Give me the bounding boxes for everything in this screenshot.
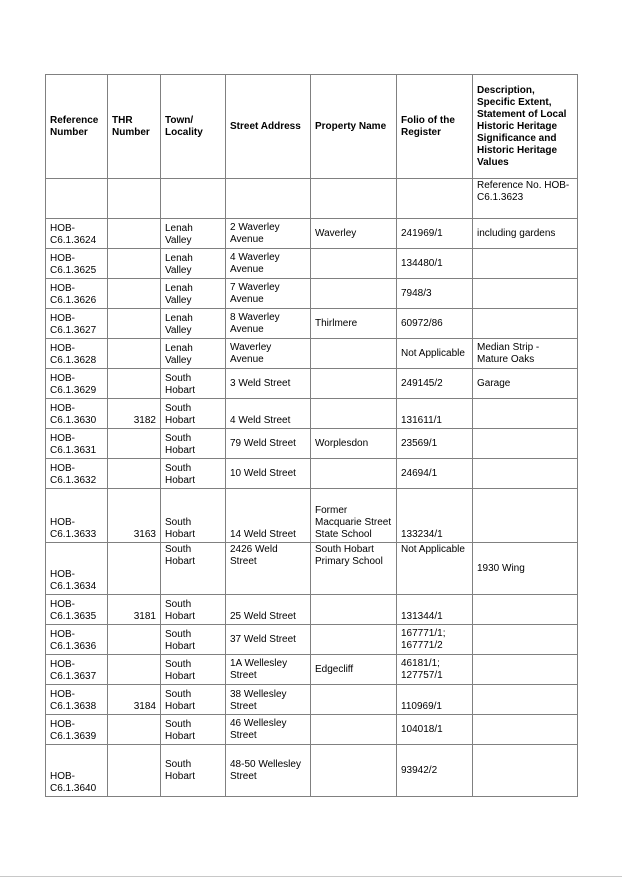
cell-street-address: 25 Weld Street — [226, 595, 311, 625]
cell-description — [473, 249, 578, 279]
cell-thr-number: 3163 — [108, 489, 161, 543]
cell-town-locality: South Hobart — [161, 745, 226, 797]
table-row — [46, 429, 578, 459]
cell-description — [473, 745, 578, 797]
cell-street-address: 38 Wellesley Street — [226, 685, 311, 715]
table-row — [46, 625, 578, 655]
cell-thr-number — [108, 279, 161, 309]
table-row — [46, 339, 578, 369]
table-row — [46, 249, 578, 279]
cell-street-address: 14 Weld Street — [226, 489, 311, 543]
table-row — [46, 459, 578, 489]
cell-reference-number: HOB-C6.1.3633 — [46, 489, 108, 543]
cell-property-name — [311, 745, 397, 797]
cell-property-name — [311, 279, 397, 309]
cell-thr-number: 3182 — [108, 399, 161, 429]
cell-town-locality: South Hobart — [161, 655, 226, 685]
cell-property-name — [311, 339, 397, 369]
cell-street-address: 8 Waverley Avenue — [226, 309, 311, 339]
cell-property-name: Waverley — [311, 219, 397, 249]
cell-reference-number: HOB-C6.1.3636 — [46, 625, 108, 655]
table-row — [46, 309, 578, 339]
cell-street-address: 3 Weld Street — [226, 369, 311, 399]
cell-thr-number — [108, 309, 161, 339]
table-row — [46, 219, 578, 249]
cell-thr-number — [108, 219, 161, 249]
cell-folio: 60972/86 — [397, 309, 473, 339]
cell-town-locality: Lenah Valley — [161, 219, 226, 249]
cell-thr-number — [108, 429, 161, 459]
header-folio: Folio of the Register — [397, 75, 473, 179]
cell-town-locality: South Hobart — [161, 369, 226, 399]
cell-description: Median Strip - Mature Oaks — [473, 339, 578, 369]
cell-property-name: South Hobart Primary School — [311, 543, 397, 595]
cell-town-locality: South Hobart — [161, 543, 226, 595]
cell-town-locality: Lenah Valley — [161, 249, 226, 279]
cell-property-name — [311, 369, 397, 399]
cell-street-address: 37 Weld Street — [226, 625, 311, 655]
header-thr-number: THR Number — [108, 75, 161, 179]
cell-property-name — [311, 249, 397, 279]
header-reference-number: Reference Number — [46, 75, 108, 179]
carry-over-row — [46, 179, 578, 219]
cell-thr-number — [108, 459, 161, 489]
table-row — [46, 655, 578, 685]
cell-street-address: 4 Waverley Avenue — [226, 249, 311, 279]
cell-thr-number — [108, 745, 161, 797]
header-row — [46, 75, 578, 179]
header-description: Description, Specific Extent, Statement of Local Historic Heritage Significance and Historic Heritage Values — [473, 75, 578, 179]
cell-street-address: 48-50 Wellesley Street — [226, 745, 311, 797]
cell-property-name: Thirlmere — [311, 309, 397, 339]
cell-town-locality: Lenah Valley — [161, 309, 226, 339]
page-edge-line — [0, 876, 622, 877]
cell-reference-number: HOB-C6.1.3637 — [46, 655, 108, 685]
cell-property-name — [311, 625, 397, 655]
cell-property-name: Edgecliff — [311, 655, 397, 685]
cell-description: 1930 Wing — [473, 543, 578, 595]
cell-folio: 7948/3 — [397, 279, 473, 309]
cell-street-address: 4 Weld Street — [226, 399, 311, 429]
cell-property-name — [311, 459, 397, 489]
cell-description — [473, 625, 578, 655]
cell-thr-number — [108, 369, 161, 399]
cell-property-name — [311, 595, 397, 625]
cell-town-locality: South Hobart — [161, 625, 226, 655]
carry-over-reference: Reference No. HOB-C6.1.3623 — [473, 179, 578, 219]
cell-description — [473, 399, 578, 429]
cell-folio: 131611/1 — [397, 399, 473, 429]
cell-town-locality: South Hobart — [161, 459, 226, 489]
cell-reference-number: HOB-C6.1.3626 — [46, 279, 108, 309]
cell-street-address: 2426 Weld Street — [226, 543, 311, 595]
cell-street-address: Waverley Avenue — [226, 339, 311, 369]
cell-street-address: 79 Weld Street — [226, 429, 311, 459]
cell-description — [473, 459, 578, 489]
header-street-address: Street Address — [226, 75, 311, 179]
cell-reference-number: HOB-C6.1.3627 — [46, 309, 108, 339]
cell-description — [473, 595, 578, 625]
cell-town-locality: South Hobart — [161, 429, 226, 459]
cell-property-name — [311, 715, 397, 745]
cell-street-address: 10 Weld Street — [226, 459, 311, 489]
cell-street-address: 1A Wellesley Street — [226, 655, 311, 685]
cell-reference-number: HOB-C6.1.3632 — [46, 459, 108, 489]
cell-description — [473, 715, 578, 745]
table-row — [46, 279, 578, 309]
cell-description — [473, 279, 578, 309]
table-row — [46, 369, 578, 399]
cell-folio: Not Applicable — [397, 339, 473, 369]
cell-thr-number — [108, 543, 161, 595]
cell-reference-number: HOB-C6.1.3625 — [46, 249, 108, 279]
cell-street-address: 2 Waverley Avenue — [226, 219, 311, 249]
cell-property-name — [311, 399, 397, 429]
table-row — [46, 489, 578, 543]
cell-thr-number — [108, 715, 161, 745]
cell-description — [473, 685, 578, 715]
table-row — [46, 715, 578, 745]
cell-property-name: Worplesdon — [311, 429, 397, 459]
cell-town-locality: South Hobart — [161, 489, 226, 543]
cell-thr-number — [108, 655, 161, 685]
cell-folio: 133234/1 — [397, 489, 473, 543]
header-town-locality: Town/ Locality — [161, 75, 226, 179]
cell-folio: 167771/1; 167771/2 — [397, 625, 473, 655]
cell-thr-number — [108, 339, 161, 369]
cell-thr-number: 3181 — [108, 595, 161, 625]
header-property-name: Property Name — [311, 75, 397, 179]
cell-reference-number: HOB-C6.1.3635 — [46, 595, 108, 625]
cell-folio: 46181/1; 127757/1 — [397, 655, 473, 685]
table-row — [46, 745, 578, 797]
table-row — [46, 543, 578, 595]
cell-folio: 24694/1 — [397, 459, 473, 489]
table-row — [46, 595, 578, 625]
cell-street-address: 46 Wellesley Street — [226, 715, 311, 745]
cell-folio: Not Applicable — [397, 543, 473, 595]
cell-folio: 131344/1 — [397, 595, 473, 625]
table-row — [46, 685, 578, 715]
cell-reference-number: HOB-C6.1.3631 — [46, 429, 108, 459]
cell-reference-number: HOB-C6.1.3634 — [46, 543, 108, 595]
cell-reference-number: HOB-C6.1.3640 — [46, 745, 108, 797]
cell-town-locality: Lenah Valley — [161, 339, 226, 369]
cell-reference-number: HOB-C6.1.3629 — [46, 369, 108, 399]
cell-folio: 241969/1 — [397, 219, 473, 249]
cell-street-address: 7 Waverley Avenue — [226, 279, 311, 309]
cell-description — [473, 655, 578, 685]
table-row — [46, 399, 578, 429]
cell-property-name: Former Macquarie Street State School — [311, 489, 397, 543]
cell-town-locality: South Hobart — [161, 685, 226, 715]
cell-description — [473, 429, 578, 459]
cell-reference-number: HOB-C6.1.3628 — [46, 339, 108, 369]
cell-thr-number: 3184 — [108, 685, 161, 715]
cell-folio: 93942/2 — [397, 745, 473, 797]
cell-town-locality: Lenah Valley — [161, 279, 226, 309]
cell-reference-number: HOB-C6.1.3624 — [46, 219, 108, 249]
cell-reference-number: HOB-C6.1.3639 — [46, 715, 108, 745]
cell-thr-number — [108, 249, 161, 279]
cell-description — [473, 309, 578, 339]
cell-folio: 23569/1 — [397, 429, 473, 459]
cell-town-locality: South Hobart — [161, 399, 226, 429]
cell-folio: 134480/1 — [397, 249, 473, 279]
cell-description: Garage — [473, 369, 578, 399]
cell-folio: 110969/1 — [397, 685, 473, 715]
heritage-register-table — [45, 74, 578, 797]
cell-reference-number: HOB-C6.1.3630 — [46, 399, 108, 429]
cell-property-name — [311, 685, 397, 715]
cell-thr-number — [108, 625, 161, 655]
cell-reference-number: HOB-C6.1.3638 — [46, 685, 108, 715]
cell-folio: 249145/2 — [397, 369, 473, 399]
cell-description — [473, 489, 578, 543]
cell-description: including gardens — [473, 219, 578, 249]
cell-town-locality: South Hobart — [161, 595, 226, 625]
cell-folio: 104018/1 — [397, 715, 473, 745]
cell-town-locality: South Hobart — [161, 715, 226, 745]
